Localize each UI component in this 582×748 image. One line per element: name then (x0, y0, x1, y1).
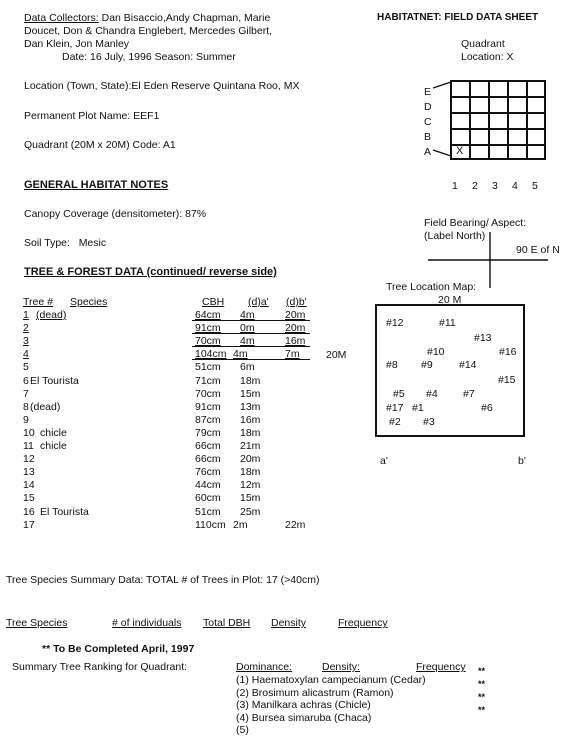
map-corner-a: a' (380, 455, 388, 467)
map-label: #3 (423, 416, 435, 428)
ranking-item: (3) Manilkara achras (Chicle) (236, 699, 371, 711)
quadrant-mark: X (456, 145, 464, 157)
plot-name-field: Permanent Plot Name: EEF1 (24, 110, 160, 122)
cell-cbh: 51cm (195, 505, 221, 518)
cell-a: 12m (240, 479, 261, 492)
col-tree-num: Tree # (23, 296, 53, 308)
tree-table (0, 296, 360, 556)
quadrant-row-label: C (424, 116, 432, 128)
cell-a: 13m (240, 400, 261, 413)
soil-value: Mesic (78, 237, 107, 249)
cell-a: 18m (240, 426, 261, 439)
row-underline (192, 333, 310, 334)
cell-b: 16m (285, 335, 306, 348)
ranking-dominance: Dominance: (236, 661, 293, 673)
cell-num: 12 (23, 453, 35, 466)
sheet-title: HABITATNET: FIELD DATA SHEET (377, 12, 539, 23)
tree-map-title: Tree Location Map: (386, 281, 477, 293)
map-label: #5 (393, 388, 405, 400)
cell-species: chicle (40, 426, 67, 439)
cell-cbh: 51cm (195, 361, 221, 374)
summary-col-frequency: Frequency (338, 617, 388, 629)
cell-a: 4m (233, 348, 248, 361)
cell-b: 7m (285, 348, 300, 361)
collectors-names: Dan Bisaccio,Andy Chapman, Marie (98, 12, 271, 24)
table-side-note: 20M (326, 349, 347, 361)
cell-cbh: 76cm (195, 466, 221, 479)
cell-cbh: 91cm (195, 400, 221, 413)
quadrant-title: Quadrant (461, 38, 505, 50)
cell-num: 5 (23, 361, 29, 374)
tree-data-heading: TREE & FOREST DATA (continued/ reverse side) (24, 266, 277, 278)
col-db: (d)b' (286, 296, 307, 308)
quadrant-grid (450, 80, 546, 160)
canopy-field: Canopy Coverage (densitometer): 87% (24, 208, 207, 220)
cell-num: 15 (23, 492, 35, 505)
quadrant-location: Location: X (461, 51, 514, 63)
cell-cbh: 44cm (195, 479, 221, 492)
quadrant-col-label: 3 (492, 180, 498, 192)
cell-a: 4m (240, 335, 255, 348)
bearing-sublabel: (Label North) (424, 230, 486, 242)
soil-label: Soil Type: (24, 237, 70, 249)
summary-col-individuals: # of individuals (112, 617, 182, 629)
ranking-star-column (478, 664, 485, 716)
col-da: (d)a' (248, 296, 269, 308)
quadrant-col-label: 2 (472, 180, 478, 192)
cell-cbh: 60cm (195, 492, 221, 505)
cell-cbh: 70cm (195, 387, 221, 400)
map-label: #17 (386, 402, 404, 414)
ranking-item: (5) (236, 724, 249, 736)
col-species: Species (70, 296, 108, 308)
ranking-item: (4) Bursea simaruba (Chaca) (236, 711, 372, 724)
cell-cbh: 87cm (195, 413, 221, 426)
quadrant-row-label: A (424, 146, 432, 158)
general-habitat-heading: GENERAL HABITAT NOTES (24, 179, 169, 191)
cell-a: 2m (233, 518, 248, 531)
cell-cbh: 64cm (195, 309, 221, 321)
ranking-star: ** (478, 692, 486, 702)
cell-num: 2 (23, 322, 29, 335)
summary-col-headers (6, 617, 388, 630)
cell-a: 18m (240, 374, 261, 387)
ranking-list (236, 674, 426, 737)
cell-cbh: 66cm (195, 440, 221, 452)
map-label: #14 (459, 359, 477, 371)
cell-cbh: 66cm (195, 453, 221, 466)
cell-num: 8 (23, 400, 29, 413)
row-underline (192, 320, 310, 321)
cell-cbh: 104cm (195, 348, 227, 361)
cell-species: El Tourista (40, 505, 89, 518)
cell-a: 6m (240, 361, 255, 374)
map-label: #11 (439, 317, 456, 329)
quadrant-leader-lines (425, 80, 455, 160)
cell-num: 9 (23, 413, 29, 426)
cell-a: 18m (240, 466, 261, 479)
row-underline (192, 359, 310, 360)
ranking-density: Density: (322, 661, 360, 673)
col-cbh: CBH (202, 296, 225, 308)
summary-col-density: Density (271, 617, 307, 629)
cell-species: (dead) (30, 400, 61, 413)
cell-a: 4m (240, 309, 255, 321)
cell-species: (dead) (36, 309, 67, 321)
ranking-star: ** (478, 666, 486, 676)
location-field: Location (Town, State):El Eden Reserve Quintana Roo, MX (24, 80, 300, 92)
cell-cbh: 91cm (195, 322, 221, 335)
ranking-star: ** (478, 679, 486, 689)
summary-col-species: Tree Species (6, 617, 68, 629)
collectors-label: Data Collectors: (24, 12, 99, 24)
map-label: #16 (499, 346, 517, 358)
cell-cbh: 71cm (195, 374, 221, 387)
cell-num: 7 (23, 387, 29, 400)
cell-a: 0m (240, 322, 255, 335)
summary-col-dbh: Total DBH (203, 617, 251, 629)
quadrant-col-label: 5 (532, 180, 538, 192)
soil-type-field (24, 237, 106, 250)
cell-num: 4 (23, 348, 29, 361)
bearing-label: Field Bearing/ Aspect: (424, 217, 527, 229)
cell-num: 17 (23, 518, 35, 531)
ranking-item: (2) Brosimum alicastrum (Ramon) (236, 686, 394, 699)
cell-a: 15m (240, 492, 261, 505)
ranking-item: (1) Haematoxylan campecianum (Cedar) (236, 674, 426, 686)
cell-species: El Tourista (30, 374, 79, 387)
map-label: #7 (463, 388, 475, 400)
quadrant-row-label: D (424, 101, 432, 113)
ranking-headers (236, 661, 466, 674)
bearing-value: 90 E of N (516, 244, 560, 256)
tree-location-map (375, 304, 525, 437)
map-label: #6 (481, 402, 493, 414)
cell-a: 15m (240, 387, 261, 400)
cell-cbh: 79cm (195, 426, 221, 439)
map-label: #12 (386, 317, 404, 329)
map-label: #13 (474, 332, 492, 344)
ranking-frequency: Frequency (416, 661, 466, 673)
ranking-star: ** (478, 705, 486, 715)
collectors-line-3: Dan Klein, Jon Manley (24, 38, 130, 50)
map-label: #9 (421, 359, 433, 371)
cell-num: 11 (23, 440, 34, 452)
map-label: #15 (498, 374, 516, 386)
cell-num: 10 (23, 426, 35, 439)
cell-b: 22m (285, 518, 306, 531)
cell-a: 16m (240, 413, 261, 426)
quadrant-row-label: E (424, 86, 432, 98)
ranking-label: Summary Tree Ranking for Quadrant: (12, 661, 188, 673)
quadrant-code-field: Quadrant (20M x 20M) Code: A1 (24, 139, 176, 151)
cell-a: 25m (240, 505, 261, 518)
date-season-line: Date: 16 July, 1996 Season: Summer (62, 51, 236, 63)
cell-num: 6 (23, 374, 29, 387)
collectors-line-2: Doucet, Don & Chandra Englebert, Mercedes Gilbert, (24, 25, 273, 37)
summary-total-line: Tree Species Summary Data: TOTAL # of Trees in Plot: 17 (>40cm) (6, 574, 320, 586)
quadrant-col-label: 4 (512, 180, 518, 192)
map-label: #4 (426, 388, 438, 400)
cell-cbh: 110cm (195, 518, 226, 531)
cell-num: 14 (23, 479, 35, 492)
cell-species: chicle (40, 440, 67, 452)
cell-num: 1 (23, 309, 29, 321)
cell-a: 20m (240, 453, 261, 466)
cell-num: 16 (23, 505, 35, 518)
map-label: #8 (386, 359, 398, 371)
cell-a: 21m (240, 440, 261, 452)
quadrant-row-label: B (424, 131, 432, 143)
row-underline (192, 346, 310, 347)
cell-b: 20m (285, 309, 306, 321)
summary-note: ** To Be Completed April, 1997 (42, 643, 195, 655)
cell-b: 20m (285, 322, 306, 335)
tree-map-scale: 20 M (438, 294, 462, 306)
cell-num: 13 (23, 466, 35, 479)
cell-cbh: 70cm (195, 335, 221, 348)
collectors-line-1 (24, 12, 270, 25)
map-label: #2 (389, 416, 401, 428)
cell-num: 3 (23, 335, 29, 348)
map-label: #1 (412, 402, 424, 414)
map-corner-b: b' (518, 455, 526, 467)
quadrant-col-label: 1 (452, 180, 458, 192)
map-label: #10 (427, 346, 445, 358)
